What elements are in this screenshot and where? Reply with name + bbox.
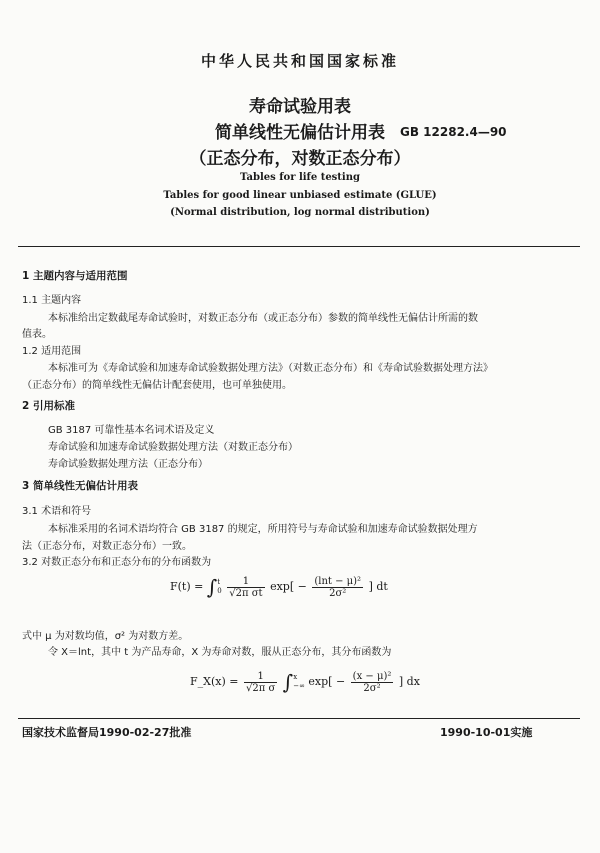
section-1-2-text-line-2: （正态分布）的简单线性无偏估计配套使用，也可单独使用。	[22, 380, 292, 391]
section-3-2-title: 3.2 对数正态分布和正态分布的分布函数为	[22, 557, 212, 568]
formula-2-tail: ] dx	[398, 675, 420, 688]
section-2-title: 2 引用标准	[22, 400, 75, 412]
section-1-1-text-line-1: 本标准给出定数截尾寿命试验时，对数正态分布（或正态分布）参数的简单线性无偏估计所需的数	[48, 313, 478, 324]
integral-sign: ∫	[206, 575, 218, 599]
formula-1-upper-limit: t	[217, 578, 221, 586]
formula-normal-cdf	[190, 670, 490, 710]
reference-3: 寿命试验数据处理方法（正态分布）	[48, 459, 208, 470]
section-1-2-text-line-1: 本标准可为《寿命试验和加速寿命试验数据处理方法》（对数正态分布）和《寿命试验数据处理方法》	[48, 363, 493, 374]
approval-line: 国家技术监督局1990-02-27批准	[22, 726, 192, 739]
formula-1-lhs: F(t) =	[170, 580, 204, 593]
formula-2-coef-den: √2π σ	[245, 682, 276, 694]
formula-1-coef-den: √2π σt	[229, 587, 263, 599]
section-1-1-text-line-2: 值表。	[22, 329, 52, 340]
section-1-1-title: 1.1 主题内容	[22, 295, 82, 306]
standard-code: GB 12282.4—90	[400, 125, 507, 139]
title-cn-line-1: 寿命试验用表	[249, 97, 351, 117]
formula-1-exp-den: 2σ²	[329, 587, 347, 599]
formula-2-coef-num: 1	[244, 671, 277, 683]
formula-2-exponent	[351, 671, 394, 694]
title-en-line-1: Tables for life testing	[240, 172, 360, 183]
where-line: 式中 μ 为对数均值，σ² 为对数方差。	[22, 631, 189, 642]
formula-lognormal-cdf	[170, 575, 470, 615]
standard-type-heading: 中华人民共和国国家标准	[200, 52, 399, 70]
formula-1-tail: ] dt	[368, 580, 388, 593]
formula-1-coef-num: 1	[227, 576, 264, 588]
title-en-line-3: (Normal distribution, log normal distribution)	[170, 207, 430, 218]
header-divider	[18, 246, 580, 247]
section-1-title: 1 主题内容与适用范围	[22, 270, 128, 282]
title-cn-line-2: 简单线性无偏估计用表	[215, 123, 385, 143]
section-3-1-title: 3.1 术语和符号	[22, 506, 92, 517]
formula-1-lower-limit: 0	[217, 587, 222, 595]
formula-2-lhs: F_X(x) =	[190, 675, 239, 688]
reference-2: 寿命试验和加速寿命试验数据处理方法（对数正态分布）	[48, 442, 298, 453]
formula-2-exp-den: 2σ²	[363, 682, 381, 694]
implementation-date: 1990-10-01实施	[440, 726, 533, 739]
formula-1-exp-num: (lnt − μ)²	[314, 575, 362, 587]
formula-2-exp: exp[ −	[308, 675, 346, 688]
formula-2-lower-limit: −∞	[293, 682, 305, 690]
section-3-title: 3 简单线性无偏估计用表	[22, 480, 138, 492]
formula-1-coefficient	[227, 576, 264, 599]
integral-sign-2: ∫	[282, 670, 294, 694]
formula-2-upper-limit: x	[293, 673, 298, 681]
section-3-1-text-line-1: 本标准采用的名词术语均符合 GB 3187 的规定，所用符号与寿命试验和加速寿命试验数据处理方	[48, 524, 478, 535]
footer-divider	[18, 718, 580, 719]
section-3-1-text-line-2: 法（正态分布，对数正态分布）一致。	[22, 541, 192, 552]
formula-1-exponent	[312, 576, 363, 599]
let-line: 令 X＝lnt，其中 t 为产品寿命，X 为寿命对数，服从正态分布，其分布函数为	[48, 647, 392, 658]
formula-2-exp-num: (x − μ)²	[352, 670, 392, 682]
section-1-2-title: 1.2 适用范围	[22, 346, 82, 357]
formula-2-coefficient	[244, 671, 277, 694]
reference-1: GB 3187 可靠性基本名词术语及定义	[48, 425, 215, 436]
title-en-line-2: Tables for good linear unbiased estimate (GLUE)	[163, 190, 437, 201]
title-cn-line-3: （正态分布，对数正态分布）	[189, 149, 411, 169]
formula-1-exp: exp[ −	[270, 580, 307, 593]
